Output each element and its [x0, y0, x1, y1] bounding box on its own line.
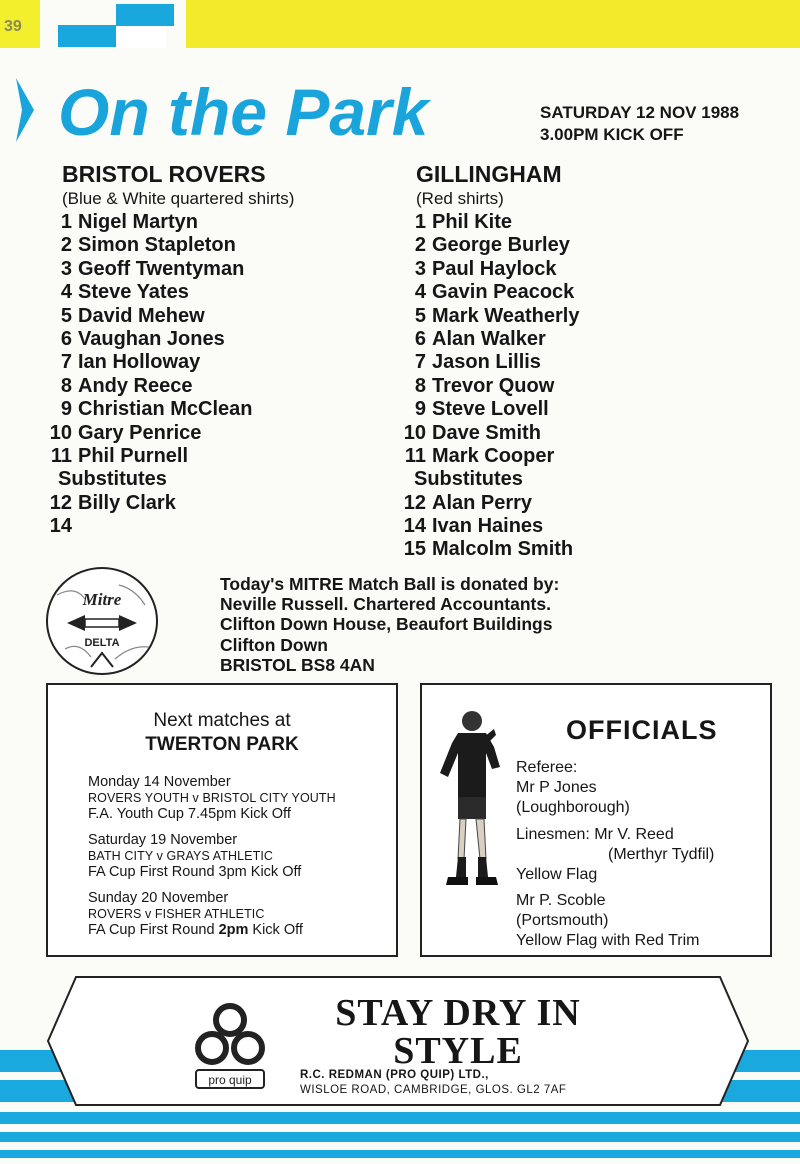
- officials-title: OFFICIALS: [566, 715, 718, 745]
- player-row: 9 Steve Lovell: [414, 398, 549, 421]
- header-block-gap: [116, 26, 166, 48]
- away-team-roster: [394, 211, 579, 562]
- away-team-name: GILLINGHAM: [416, 161, 562, 187]
- player-row: 14 Ivan Haines: [403, 515, 544, 538]
- player-row: 10 Gary Penrice: [49, 421, 202, 444]
- officials-list: [516, 758, 714, 951]
- ball-line: Today's MITRE Match Ball is donated by:: [220, 574, 560, 594]
- stripe: [0, 1112, 800, 1124]
- fixture-teams: BATH CITY v GRAYS ATHLETIC: [88, 849, 274, 863]
- fixture: [88, 890, 303, 939]
- player-row: 1 Nigel Martyn: [60, 211, 199, 233]
- player-row: 9 Christian McClean: [60, 398, 253, 421]
- official-line: Linesmen: Mr V. Reed: [516, 826, 674, 843]
- stripe: [0, 1150, 800, 1158]
- home-team-name: BRISTOL ROVERS: [62, 161, 266, 187]
- fixture-date: Monday 14 November: [88, 774, 231, 790]
- match-ball-donor: [220, 574, 559, 675]
- header-block-blue: [58, 25, 116, 47]
- player-row: 3 Geoff Twentyman: [60, 257, 245, 280]
- player-row: 8 Trevor Quow: [414, 374, 555, 397]
- page-title: On the Park: [58, 75, 429, 149]
- ball-logo-text: Mitre: [82, 590, 122, 609]
- next-matches-heading: Next matches at: [153, 710, 291, 731]
- player-row: 7 Ian Holloway: [60, 351, 201, 374]
- advert-address: WISLOE ROAD, CAMBRIDGE, GLOS. GL2 7AF: [300, 1084, 567, 1096]
- fixture-date: Saturday 19 November: [88, 832, 238, 848]
- player-row: 12 Billy Clark: [49, 491, 176, 514]
- player-row: 6 Vaughan Jones: [60, 327, 225, 350]
- player-row: 1 Phil Kite: [414, 211, 513, 233]
- ball-line: Clifton Down: [220, 634, 328, 655]
- next-matches-box: [46, 683, 398, 957]
- ball-line: BRISTOL BS8 4AN: [220, 654, 375, 675]
- fixture: [88, 774, 336, 823]
- player-row: 11 Phil Purnell: [50, 444, 189, 467]
- player-row: 15 Malcolm Smith: [403, 538, 574, 561]
- player-row: 11 Mark Cooper: [404, 444, 555, 467]
- player-row: 8 Andy Reece: [60, 374, 193, 397]
- official-line: (Merthyr Tydfil): [608, 846, 715, 863]
- ball-line: Clifton Down House, Beaufort Buildings: [220, 614, 553, 635]
- advert-headline-line: STYLE: [393, 1030, 523, 1072]
- official-line: (Portsmouth): [516, 912, 609, 929]
- page-number: 39: [4, 18, 22, 35]
- fixture: [88, 832, 301, 881]
- player-row: 4 Gavin Peacock: [414, 281, 575, 304]
- official-line: Referee:: [516, 759, 578, 776]
- player-row: 10 Dave Smith: [403, 421, 541, 444]
- player-row: 2 Simon Stapleton: [60, 234, 236, 257]
- advert-company: R.C. REDMAN (PRO QUIP) LTD.,: [300, 1069, 489, 1081]
- player-row: 14: [49, 515, 72, 538]
- home-team-kit: (Blue & White quartered shirts): [62, 189, 295, 208]
- ball-logo-sub: DELTA: [84, 637, 120, 649]
- player-row: 4 Steve Yates: [60, 281, 189, 304]
- player-row: 7 Jason Lillis: [414, 351, 541, 374]
- player-row: 3 Paul Haylock: [414, 257, 557, 280]
- fixture-competition: FA Cup First Round 2pm Kick Off: [88, 922, 303, 938]
- pro-quip-logo-icon: [190, 1000, 270, 1092]
- official-line: (Loughborough): [516, 799, 630, 816]
- home-team-roster: [40, 211, 252, 538]
- substitutes-heading: Substitutes: [58, 468, 167, 491]
- next-matches-venue: TWERTON PARK: [145, 734, 299, 755]
- fixture-teams: ROVERS YOUTH v BRISTOL CITY YOUTH: [88, 791, 336, 805]
- official-line: Mr P Jones: [516, 779, 597, 796]
- player-row: 6 Alan Walker: [414, 327, 546, 350]
- fixture-competition: F.A. Youth Cup 7.45pm Kick Off: [88, 806, 291, 822]
- away-team-kit: (Red shirts): [416, 189, 504, 208]
- pro-quip-logo-text: pro quip: [208, 1073, 252, 1087]
- player-row: 12 Alan Perry: [403, 491, 533, 514]
- football-icon: [45, 565, 159, 677]
- substitutes-heading: Substitutes: [414, 468, 523, 491]
- match-date: SATURDAY 12 NOV 1988: [540, 103, 740, 122]
- official-line: Yellow Flag: [516, 866, 598, 883]
- player-row: 5 Mark Weatherly: [414, 304, 580, 327]
- player-row: 2 George Burley: [414, 234, 570, 257]
- match-kickoff: 3.00PM KICK OFF: [540, 125, 684, 144]
- fixture-competition: FA Cup First Round 3pm Kick Off: [88, 864, 302, 880]
- stripe: [0, 1132, 800, 1142]
- ball-line: Neville Russell. Chartered Accountants.: [220, 594, 551, 615]
- header-block-blue: [116, 4, 174, 26]
- advert-headline: [298, 994, 618, 1070]
- fixture-date: Sunday 20 November: [88, 890, 229, 906]
- officials-box: [420, 683, 772, 957]
- official-line: Mr P. Scoble: [516, 892, 606, 909]
- official-line: Yellow Flag with Red Trim: [516, 932, 700, 949]
- player-row: 5 David Mehew: [60, 304, 205, 327]
- fixture-teams: ROVERS v FISHER ATHLETIC: [88, 907, 265, 921]
- header-band-yellow: [186, 0, 800, 48]
- referee-figure-icon: [428, 707, 510, 893]
- chevron-right-icon: [14, 78, 36, 142]
- advert-headline-line: STAY DRY IN: [335, 992, 581, 1034]
